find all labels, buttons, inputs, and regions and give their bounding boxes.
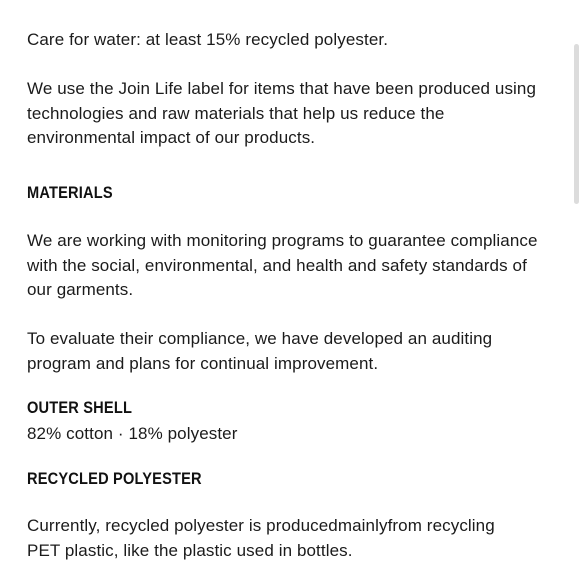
care-for-water-text: Care for water: at least 15% recycled polyester.	[27, 30, 389, 49]
recycled-polyester-heading: RECYCLED POLYESTER	[27, 469, 202, 488]
monitoring-programs-text: We are working with monitoring programs to guarantee compliance with the social, environmental, and health and safety standards of our garments.	[27, 231, 538, 299]
join-life-description: We use the Join Life label for items that have been produced using technologies and raw materials that help us reduce the environmental impact of our products.	[27, 79, 537, 147]
materials-heading: MATERIALS	[27, 183, 113, 202]
scrollbar-thumb[interactable]	[574, 44, 579, 204]
outer-shell-composition: 82% cotton · 18% polyester	[27, 424, 238, 443]
outer-shell-heading: OUTER SHELL	[27, 398, 133, 417]
auditing-program-text: To evaluate their compliance, we have developed an auditing program and plans for continual improvement.	[27, 329, 493, 373]
recycled-polyester-description: Currently, recycled polyester is producedmainlyfrom recycling PET plastic, like the plastic used in bottles.	[27, 516, 495, 560]
